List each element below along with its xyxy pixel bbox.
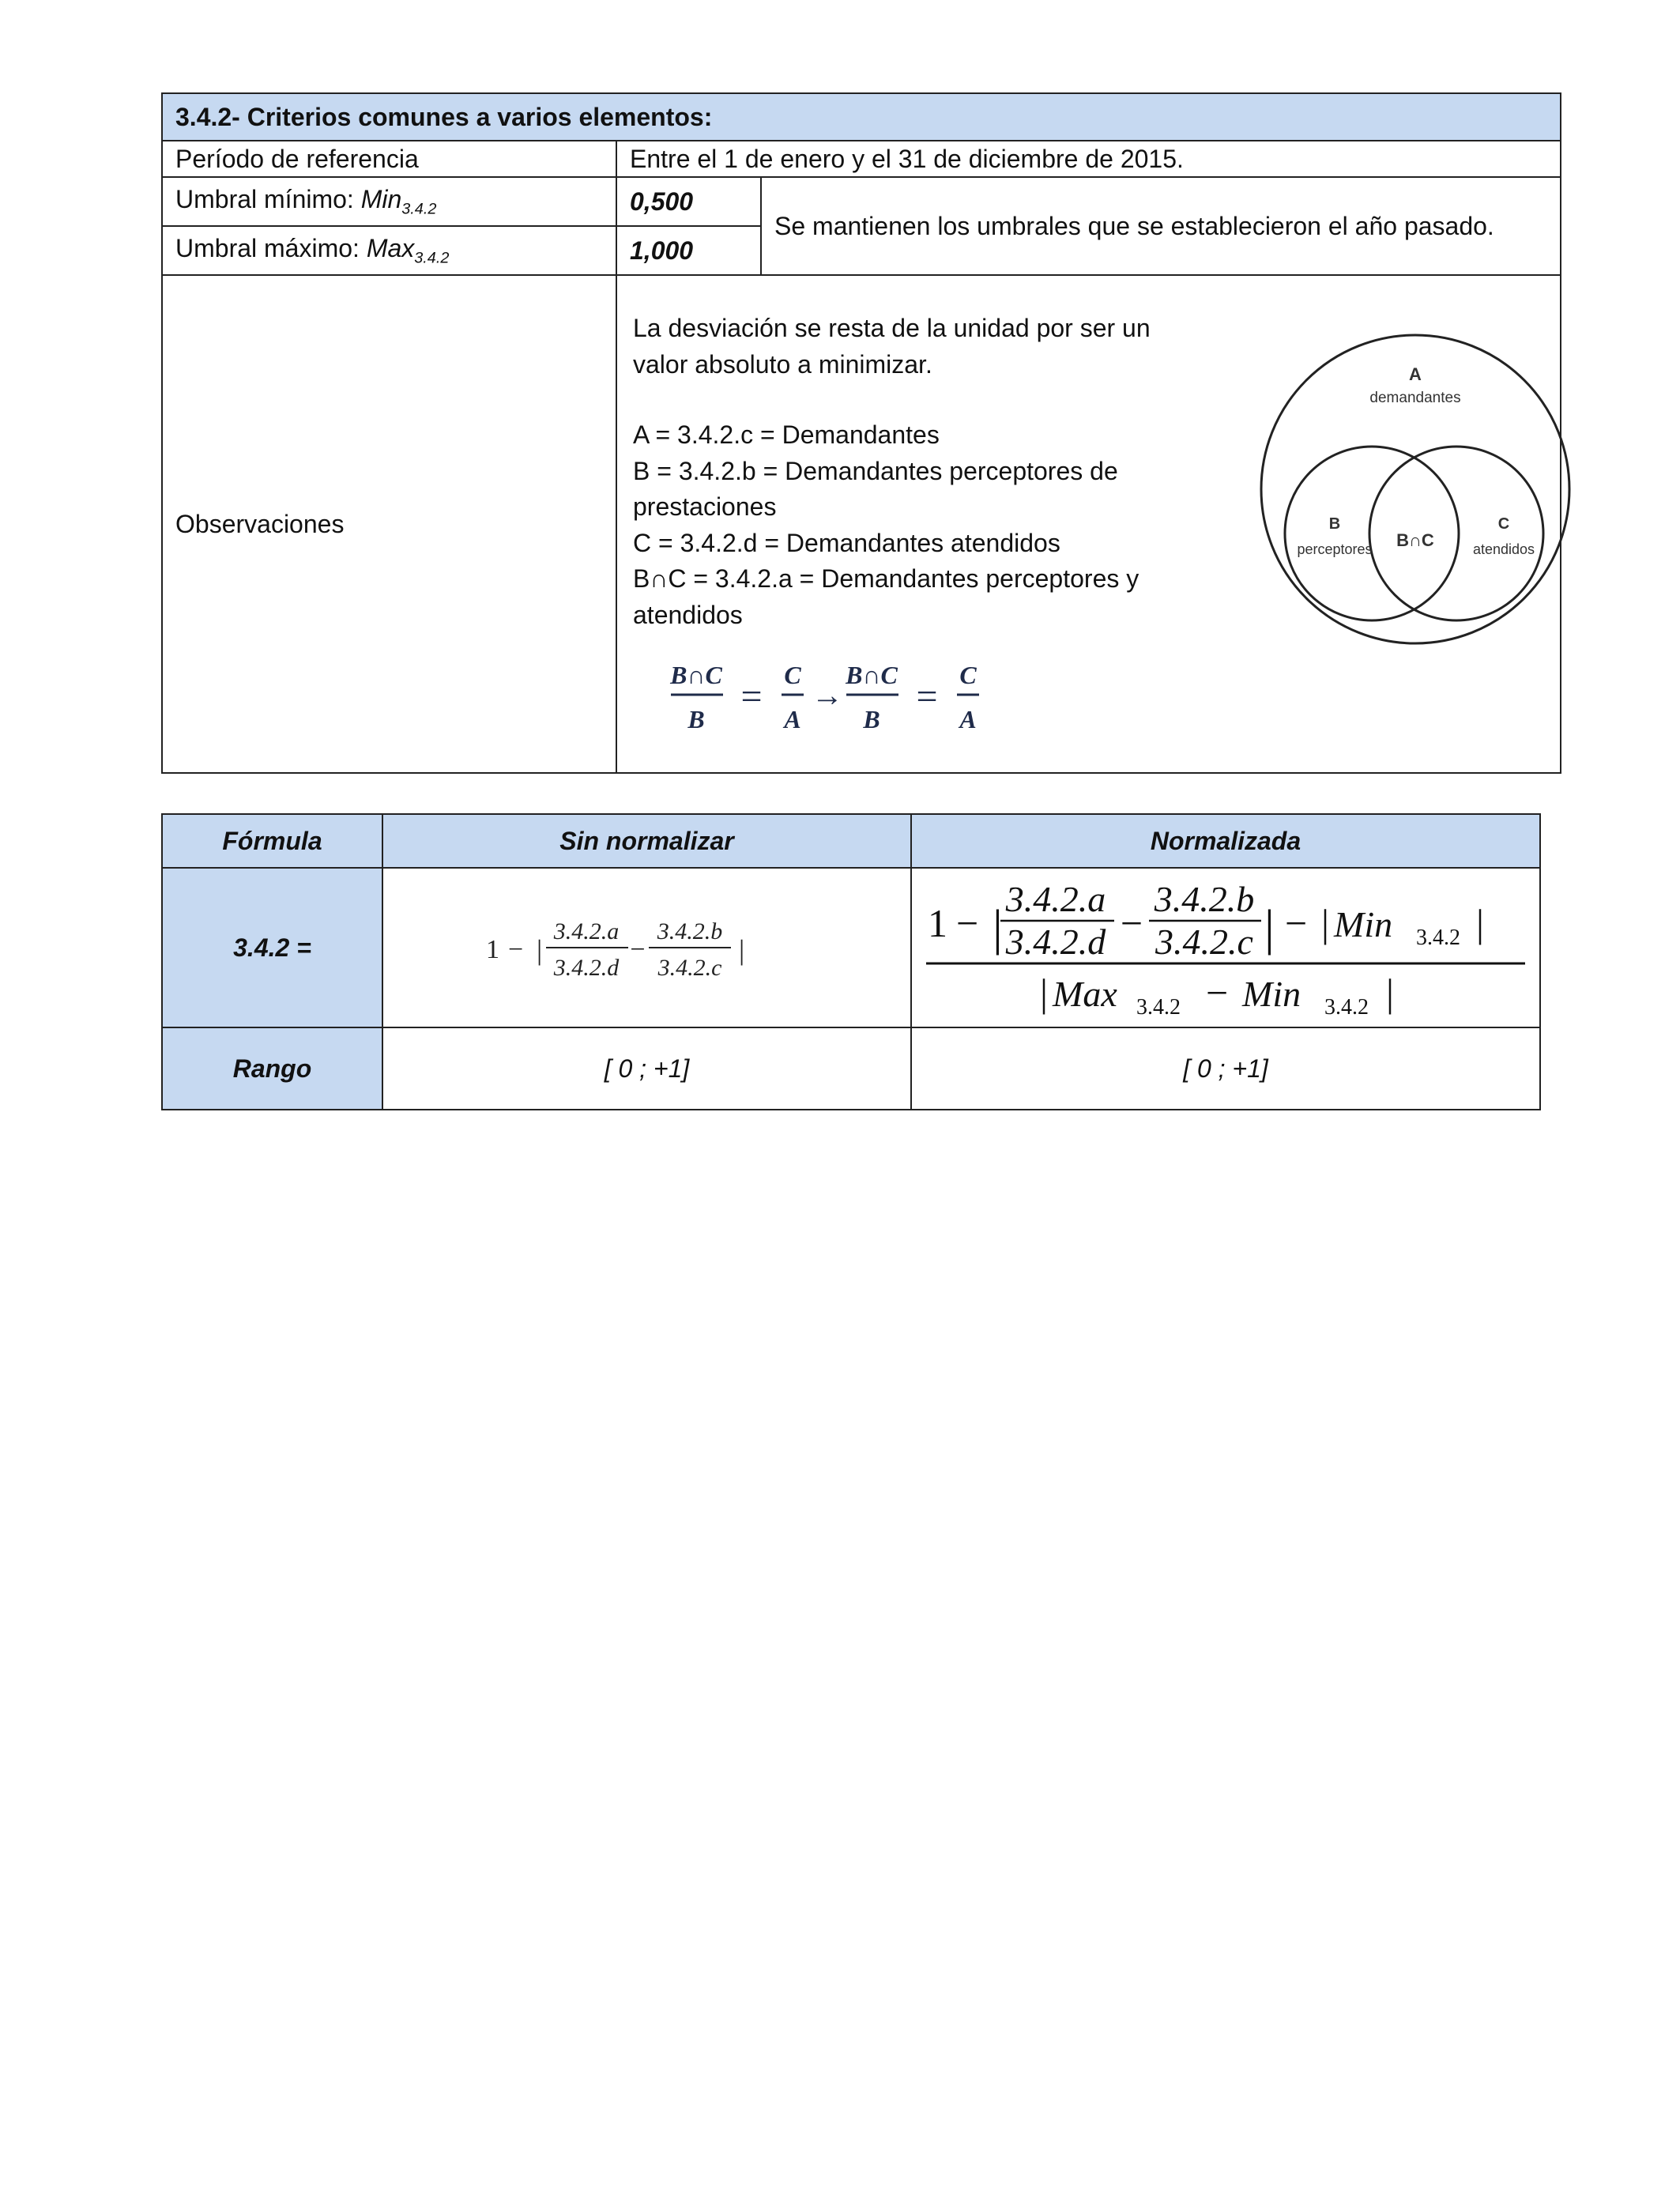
obs-f-eq2: = — [916, 676, 938, 718]
obs-f-b1: B — [687, 705, 705, 733]
normalized-formula — [921, 876, 1530, 1019]
max-var: Max — [366, 233, 415, 262]
norm-minus: − — [956, 901, 979, 945]
formula-table — [161, 813, 1541, 1110]
norm-den-minus: − — [1206, 971, 1229, 1015]
min-threshold-value: 0,500 — [616, 177, 761, 226]
norm-minus-3: − — [1285, 901, 1308, 945]
norm-bar-min-right: | — [1476, 901, 1485, 945]
venn-c-label: atendidos — [1472, 541, 1535, 557]
venn-c-letter: C — [1497, 515, 1510, 533]
raw-minus: − — [507, 935, 523, 964]
norm-den-d: 3.4.2.d — [1005, 922, 1106, 962]
observations-label: Observaciones — [162, 275, 616, 773]
max-label-text: Umbral máximo: — [175, 233, 367, 262]
raw-den-d: 3.4.2.d — [553, 955, 619, 981]
min-var: Min — [360, 184, 402, 213]
raw-den-c: 3.4.2.c — [657, 955, 721, 981]
observations-body — [616, 275, 1561, 773]
norm-den-bar-left: | — [1040, 971, 1049, 1015]
venn-circle-c — [1369, 447, 1543, 620]
venn-bc-label: B∩C — [1396, 530, 1434, 550]
period-label: Período de referencia — [162, 141, 616, 177]
venn-b-label: perceptores — [1297, 541, 1373, 557]
range-normalized: [ 0 ; +1] — [911, 1027, 1540, 1110]
raw-bar-right: | — [738, 934, 744, 966]
observations-text — [633, 311, 1210, 633]
norm-bar-min-left: | — [1321, 901, 1330, 945]
venn-b-letter: B — [1328, 515, 1341, 533]
raw-formula — [481, 904, 813, 991]
criteria-table — [161, 92, 1561, 774]
obs-f-a2: A — [959, 705, 977, 733]
obs-f-a1: A — [784, 705, 801, 733]
raw-formula-cell — [382, 868, 911, 1027]
threshold-note: Se mantienen los umbrales que se establecieron el año pasado. — [761, 177, 1561, 275]
range-raw: [ 0 ; +1] — [382, 1027, 911, 1110]
formula-label: 3.4.2 = — [162, 868, 382, 1027]
norm-min: Min — [1334, 904, 1393, 944]
max-threshold-value: 1,000 — [616, 226, 761, 275]
min-threshold-label — [162, 177, 616, 226]
min-sub: 3.4.2 — [401, 200, 437, 218]
norm-bar-right: | — [1264, 899, 1275, 956]
section-title: 3.4.2- Criterios comunes a varios elementos: — [162, 93, 1561, 141]
norm-max-sub: 3.4.2 — [1136, 995, 1181, 1019]
observation-formula — [665, 655, 1028, 742]
obs-f-c2: C — [959, 661, 977, 689]
norm-min-sub: 3.4.2 — [1416, 925, 1460, 950]
obs-f-bc1: B∩C — [670, 661, 722, 689]
raw-one: 1 — [485, 935, 499, 964]
norm-den-min: Min — [1242, 974, 1301, 1014]
range-label: Rango — [162, 1027, 382, 1110]
period-value: Entre el 1 de enero y el 31 de diciembre de 2015. — [616, 141, 1561, 177]
normalized-formula-cell — [911, 868, 1540, 1027]
header-formula: Fórmula — [162, 814, 382, 868]
venn-a-label: demandantes — [1369, 390, 1461, 406]
header-raw: Sin normalizar — [382, 814, 911, 868]
max-sub: 3.4.2 — [414, 249, 450, 267]
obs-line: A = 3.4.2.c = Demandantes — [633, 420, 940, 449]
raw-num-b: 3.4.2.b — [657, 918, 722, 944]
obs-line: C = 3.4.2.d = Demandantes atendidos — [633, 528, 1060, 557]
obs-f-eq1: = — [740, 676, 763, 718]
norm-num-a: 3.4.2.a — [1005, 879, 1106, 919]
norm-den-min-sub: 3.4.2 — [1324, 995, 1369, 1019]
min-label-text: Umbral mínimo: — [175, 184, 361, 213]
norm-minus-2: − — [1120, 901, 1143, 945]
obs-f-arrow: → — [812, 677, 843, 713]
obs-line: B = 3.4.2.b = Demandantes perceptores de prestaciones — [633, 456, 1118, 521]
obs-f-c1: C — [784, 661, 801, 689]
raw-bar-left: | — [536, 934, 542, 966]
header-normalized: Normalizada — [911, 814, 1540, 868]
norm-one: 1 — [928, 901, 947, 945]
norm-num-b: 3.4.2.b — [1154, 879, 1255, 919]
venn-a-letter: A — [1409, 364, 1422, 384]
obs-f-b2: B — [863, 705, 880, 733]
raw-minus-2: − — [629, 935, 646, 964]
norm-max: Max — [1053, 974, 1117, 1014]
obs-line: La desviación se resta de la unidad por ser un valor absoluto a minimizar. — [633, 314, 1151, 379]
norm-den-c: 3.4.2.c — [1155, 922, 1253, 962]
raw-num-a: 3.4.2.a — [553, 918, 619, 944]
venn-diagram — [1249, 331, 1581, 647]
obs-line: B∩C = 3.4.2.a = Demandantes perceptores y atendidos — [633, 564, 1139, 629]
norm-bar-left: | — [993, 899, 1003, 956]
obs-f-bc2: B∩C — [846, 661, 898, 689]
max-threshold-label — [162, 226, 616, 275]
norm-den-bar-right: | — [1386, 971, 1395, 1015]
